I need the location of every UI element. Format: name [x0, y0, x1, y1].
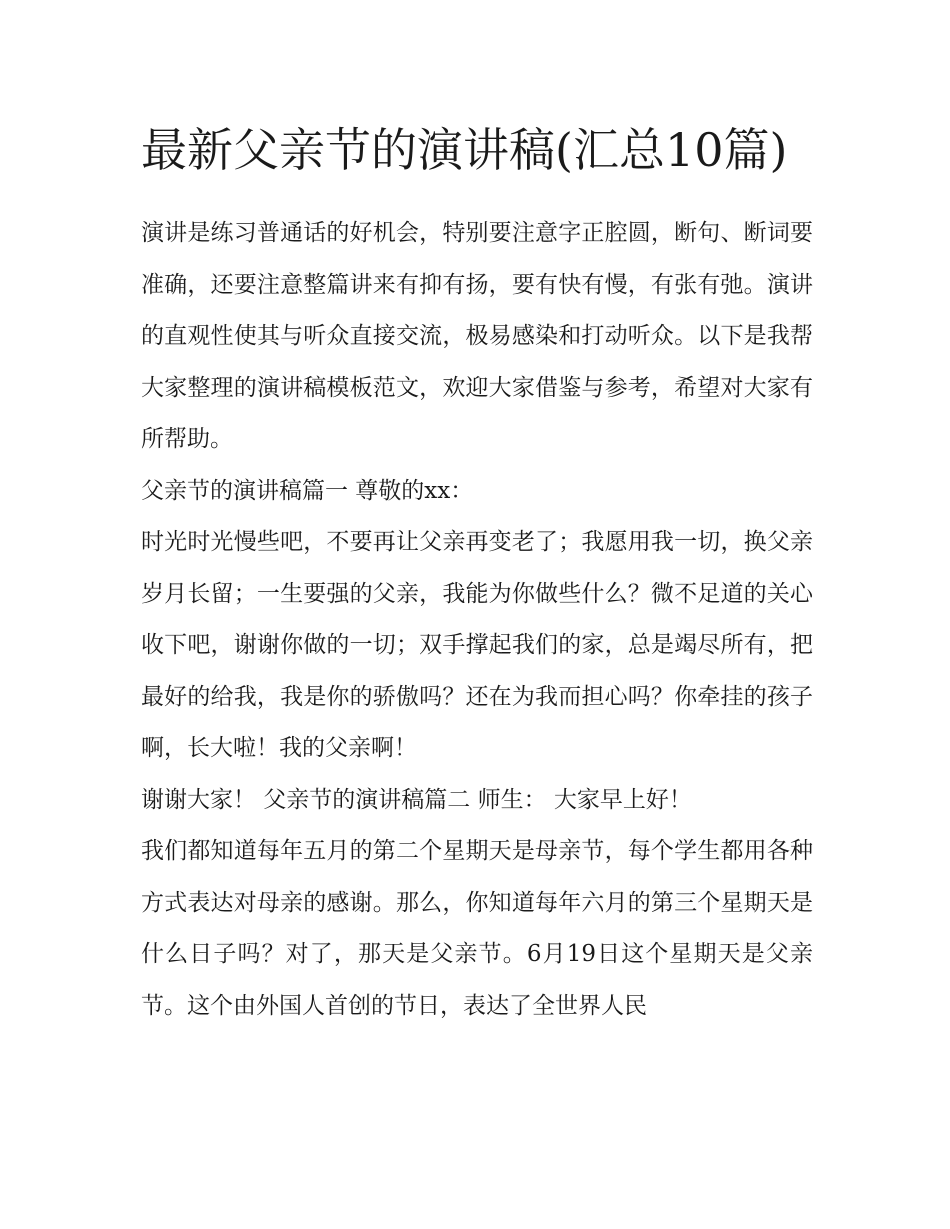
- speech-two-paragraph: 我们都知道每年五月的第二个星期天是母亲节，每个学生都用各种方式表达对母亲的感谢。那么，你知道每年六月的第三个星期天是什么日子吗？对了，那天是父亲节。6月19日这个星期天是父亲节。这个由外国人首创的节日，表达了全世界人民: [141, 838, 813, 1019]
- section-heading-two: 谢谢大家！ 父亲节的演讲稿篇二 师生： 大家早上好！: [141, 786, 692, 813]
- speech-one-paragraph: 时光时光慢些吧，不要再让父亲再变老了；我愿用我一切，换父亲岁月长留；一生要强的父亲，我能为你做些什么？微不足道的关心收下吧，谢谢你做的一切；双手撑起我们的家，总是竭尽所有，把最好的给我，我是你的骄傲吗？还在为我而担心吗？你牵挂的孩子啊，长大啦！我的父亲啊！: [141, 529, 813, 761]
- intro-paragraph: 演讲是练习普通话的好机会，特别要注意字正腔圆，断句、断词要准确，还要注意整篇讲来有抑有扬，要有快有慢，有张有弛。演讲的直观性使其与听众直接交流，极易感染和打动听众。以下是我帮大家整理的演讲稿模板范文，欢迎大家借鉴与参考，希望对大家有所帮助。: [141, 220, 813, 452]
- section-heading-one: 父亲节的演讲稿篇一 尊敬的xx：: [141, 477, 474, 504]
- document-body: [141, 112, 813, 1032]
- document-title: 最新父亲节的演讲稿(汇总10篇): [141, 123, 788, 177]
